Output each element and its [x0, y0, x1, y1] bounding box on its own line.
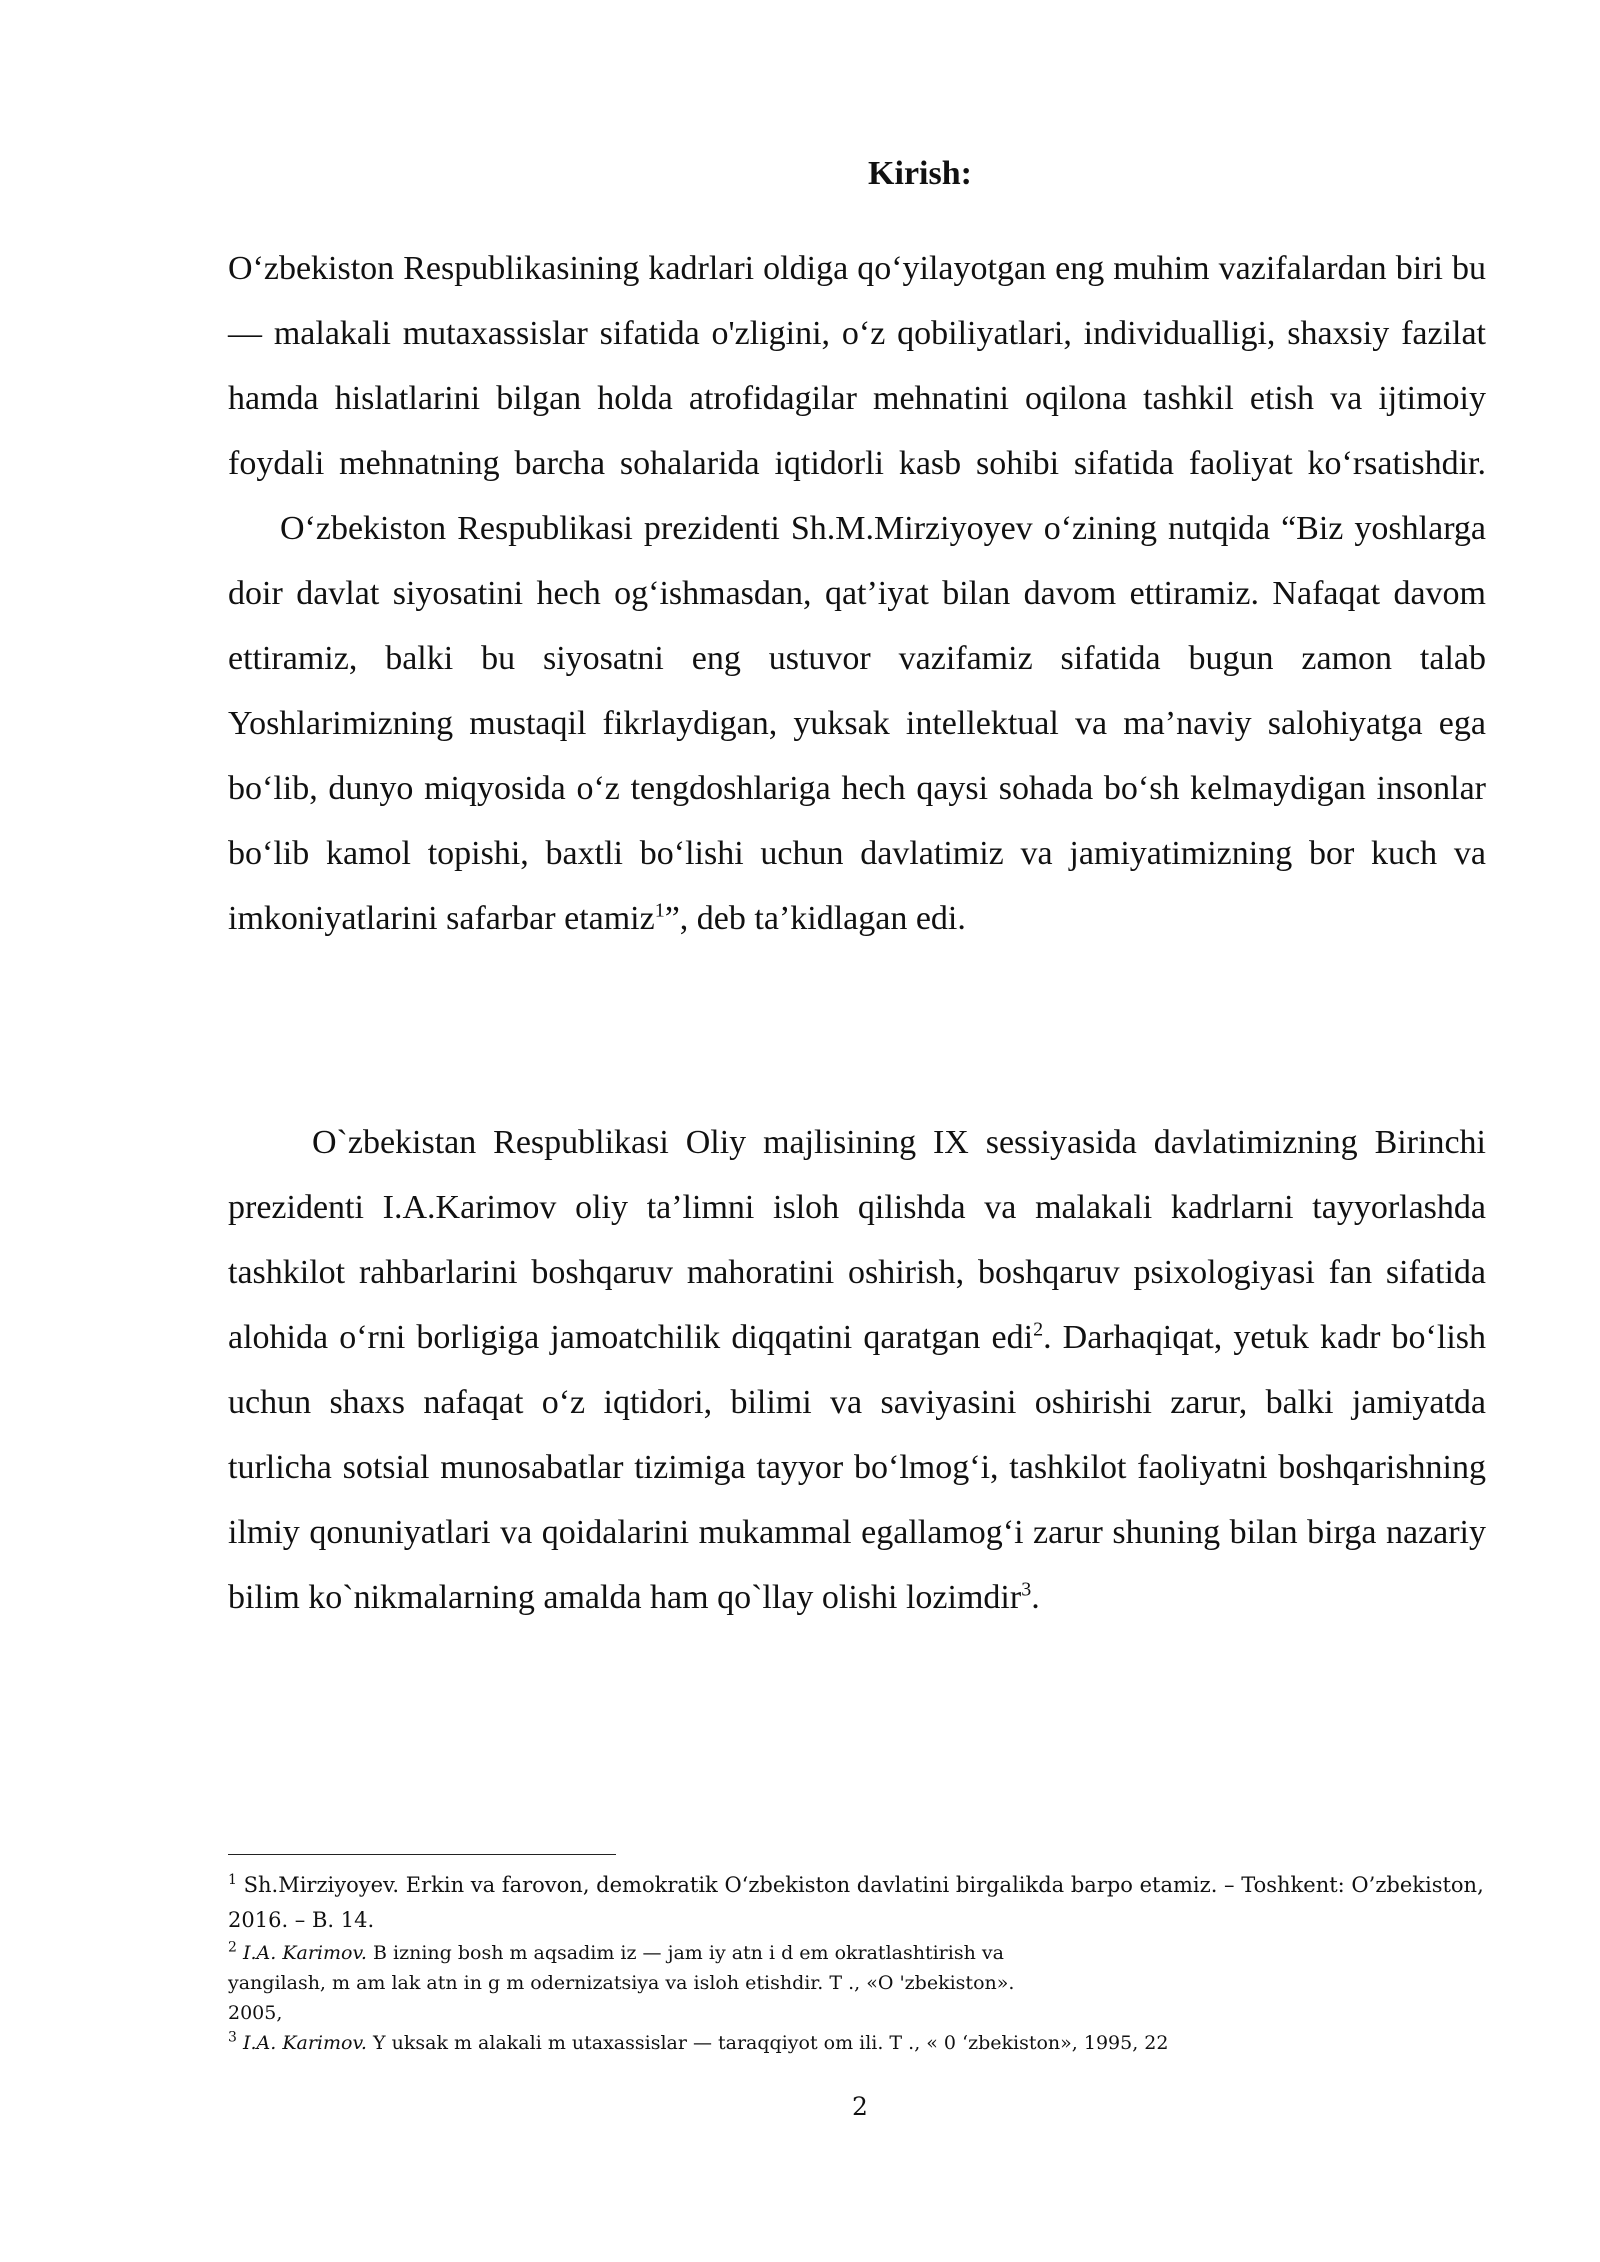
- paragraph-karimov: [228, 1110, 1486, 1630]
- paragraph-intro: [228, 236, 1486, 951]
- paragraph-quote-text: O‘zbekiston Respublikasi prezidenti Sh.M.Mirziyoyev o‘zining nutqida “Biz yoshlarga doir davlat siyosatini hech og‘ishmasdan, qat’iyat bilan davom ettiramiz. Nafaqat davom ettiramiz, balki bu siyosatni eng ustuvor vazifamiz sifatida bugun zamon talab Yoshlarimizning mustaqil fikrlaydigan, yuksak intellektual va ma’naviy salohiyatga ega bo‘lib, dunyo miqyosida o‘z tengdoshlariga hech qaysi sohada bo‘sh kelmaydigan insonlar bo‘lib kamol topishi, baxtli bo‘lishi uchun davlatimiz va jamiyatimizning bor kuch va imkoniyatlarini safarbar etamiz: [228, 510, 1486, 937]
- footnote-1: [228, 1868, 1486, 1903]
- footnote-ref-2[interactable]: 2: [1033, 1318, 1044, 1341]
- footnote-2: [228, 1938, 1486, 1968]
- footnote-2-cont2: 2005,: [228, 2002, 283, 2024]
- footnote-1-cont: 2016. – B. 14.: [228, 1908, 375, 1932]
- footnote-author: I.A. Karimov.: [242, 1942, 367, 1964]
- paragraph-quote-tail: ”, deb ta’kidlagan edi.: [664, 900, 966, 937]
- paragraph-karimov-part1: O`zbekistan Respublikasi Oliy majlisining IX sessiyasida davlatimizning Birinchi prezidenti I.A.Karimov oliy ta’limni isloh qilishda va malakali kadrlarni tayyorlashda tashkilot rahbarlarini boshqaruv mahoratini oshirish, boshqaruv psixologiyasi fan sifatida alohida o‘rni borligiga jamoatchilik diqqatini qaratgan edi: [228, 1124, 1486, 1356]
- footnote-author: I.A. Karimov.: [242, 2032, 367, 2054]
- footnote-3: [228, 2028, 1486, 2058]
- footnote-ref-1[interactable]: 1: [654, 899, 665, 922]
- footnote-mark: 3: [228, 2029, 237, 2046]
- page-title: Kirish:: [868, 155, 972, 192]
- footnote-2-cont: yangilash, m am lak atn in g m odernizatsiya va isloh etishdir. T ., «O 'zbekiston».: [228, 1972, 1015, 1994]
- footnote-text: Y uksak m alakali m utaxassislar — taraqqiyot om ili. T ., « 0 ‘zbekiston», 1995, 22: [373, 2032, 1169, 2054]
- paragraph-karimov-part2: . Darhaqiqat, yetuk kadr bo‘lish uchun shaxs nafaqat o‘z iqtidori, bilimi va saviyasini oshirishi zarur, balki jamiyatda turlicha sotsial munosabatlar tizimiga tayyor bo‘lmog‘i, tashkilot faoliyatni boshqarishning ilmiy qonuniyatlari va qoidalarini mukammal egallamog‘i zarur shuning bilan birga nazariy bilim ko`nikmalarning amalda ham qo`llay olishi lozimdir: [228, 1319, 1486, 1616]
- page-number: 2: [852, 2092, 868, 2121]
- footnote-ref-3[interactable]: 3: [1021, 1578, 1032, 1601]
- footnote-mark: 1: [228, 1872, 237, 1888]
- footnote-text: B izning bosh m aqsadim iz — jam iy atn i d em okratlashtirish va: [373, 1942, 1004, 1964]
- footnote-text: Sh.Mirziyoyev. Erkin va farovon, demokratik O‘zbekiston davlatini birgalikda barpo etamiz. – Toshkent: O’zbekiston,: [243, 1873, 1484, 1897]
- paragraph-intro-text: O‘zbekiston Respublikasining kadrlari oldiga qo‘yilayotgan eng muhim vazifalardan biri bu — malakali mutaxassislar sifatida o'zligini, o‘z qobiliyatlari, individualligi, shaxsiy fazilat hamda hislatlarini bilgan holda atrofidagilar mehnatini oqilona tashkil etish va ijtimoiy foydali mehnatning barcha sohalarida iqtidorli kasb sohibi sifatida faoliyat ko‘rsatishdir.: [228, 250, 1486, 482]
- footnote-separator: [228, 1854, 616, 1855]
- footnote-mark: 2: [228, 1939, 237, 1956]
- footnotes: [228, 1868, 1486, 2058]
- paragraph-karimov-end: .: [1031, 1579, 1040, 1616]
